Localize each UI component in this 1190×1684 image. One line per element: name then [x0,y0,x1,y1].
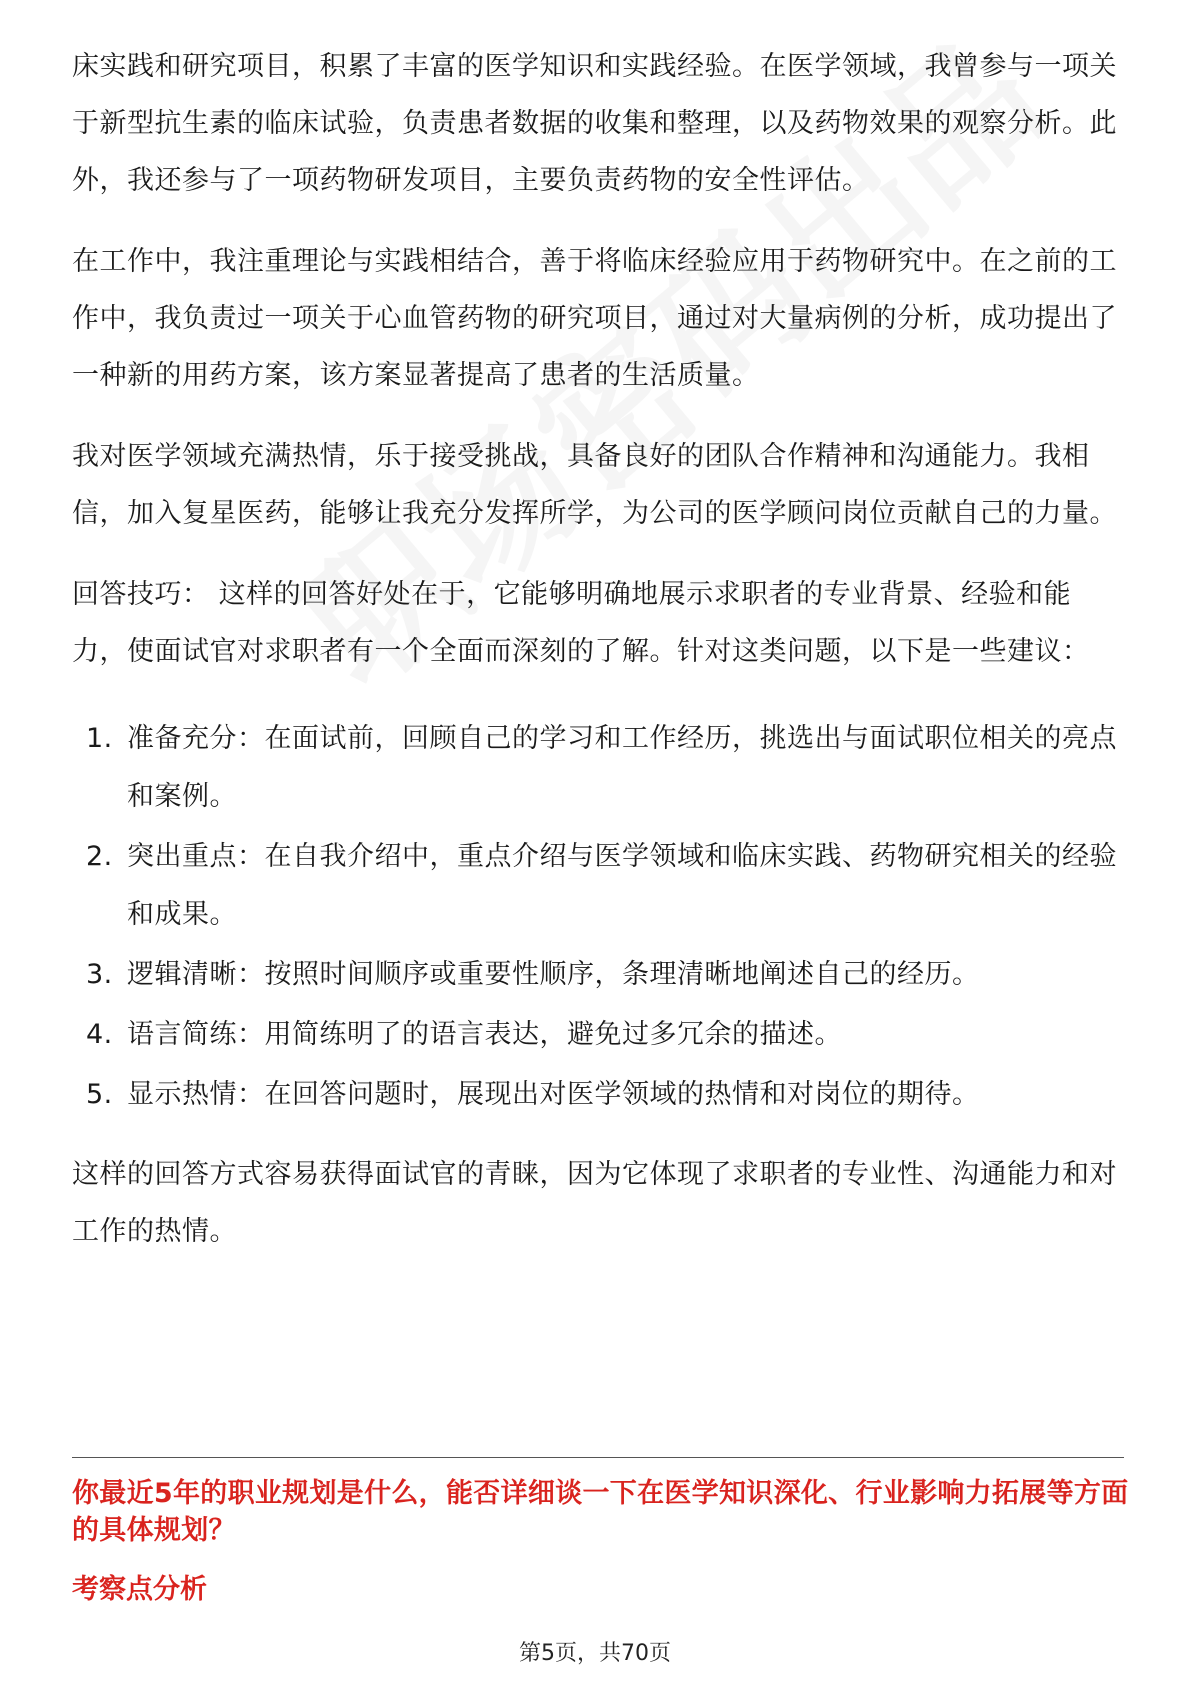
paragraph-work: 在工作中，我注重理论与实践相结合，善于将临床经验应用于药物研究中。在之前的工作中，我负责过一项关于心血管药物的研究项目，通过对大量病例的分析，成功提出了一种新的用药方案，该方案显著提高了患者的生活质量。 [72,246,1117,391]
tip-text: 显示热情：在回答问题时，展现出对医学领域的热情和对岗位的期待。 [127,1079,980,1110]
tip-number: 2. [86,841,113,872]
tip-item [72,1006,1124,1064]
tip-item [72,946,1124,1004]
tip-text: 准备充分：在面试前，回顾自己的学习和工作经历，挑选出与面试职位相关的亮点和案例。 [127,723,1117,812]
tip-item [72,1066,1124,1124]
paragraph-experience: 床实践和研究项目，积累了丰富的医学知识和实践经验。在医学领域，我曾参与一项关于新型抗生素的临床试验，负责患者数据的收集和整理，以及药物效果的观察分析。此外，我还参与了一项药物研发项目，主要负责药物的安全性评估。 [72,51,1117,196]
tip-item [72,710,1124,826]
tip-number: 4. [86,1019,113,1050]
paragraph-conclusion: 这样的回答方式容易获得面试官的青睐，因为它体现了求职者的专业性、沟通能力和对工作的热情。 [72,1159,1117,1247]
answer-tips-intro: 回答技巧： 这样的回答好处在于，它能够明确地展示求职者的专业背景、经验和能力，使面试官对求职者有一个全面而深刻的了解。针对这类问题，以下是一些建议： [72,579,1090,667]
document-body [72,38,1124,1284]
tip-text: 逻辑清晰：按照时间顺序或重要性顺序，条理清晰地阐述自己的经历。 [127,959,980,990]
section-title: 考察点分析 [72,1574,207,1605]
tip-number: 1. [86,723,113,754]
tip-item [72,828,1124,944]
tips-list [72,710,1124,1124]
section-divider [72,1457,1124,1458]
page-footer: 第5页，共70页 [519,1641,671,1666]
tip-number: 5. [86,1079,113,1110]
paragraph-passion: 我对医学领域充满热情，乐于接受挑战，具备良好的团队合作精神和沟通能力。我相信，加入复星医药，能够让我充分发挥所学，为公司的医学顾问岗位贡献自己的力量。 [72,441,1117,529]
tip-text: 语言简练：用简练明了的语言表达，避免过多冗余的描述。 [127,1019,842,1050]
tip-number: 3. [86,959,113,990]
next-question-heading: 你最近5年的职业规划是什么，能否详细谈一下在医学知识深化、行业影响力拓展等方面的具体规划？ [72,1478,1129,1546]
tip-text: 突出重点：在自我介绍中，重点介绍与医学领域和临床实践、药物研究相关的经验和成果。 [127,841,1117,930]
